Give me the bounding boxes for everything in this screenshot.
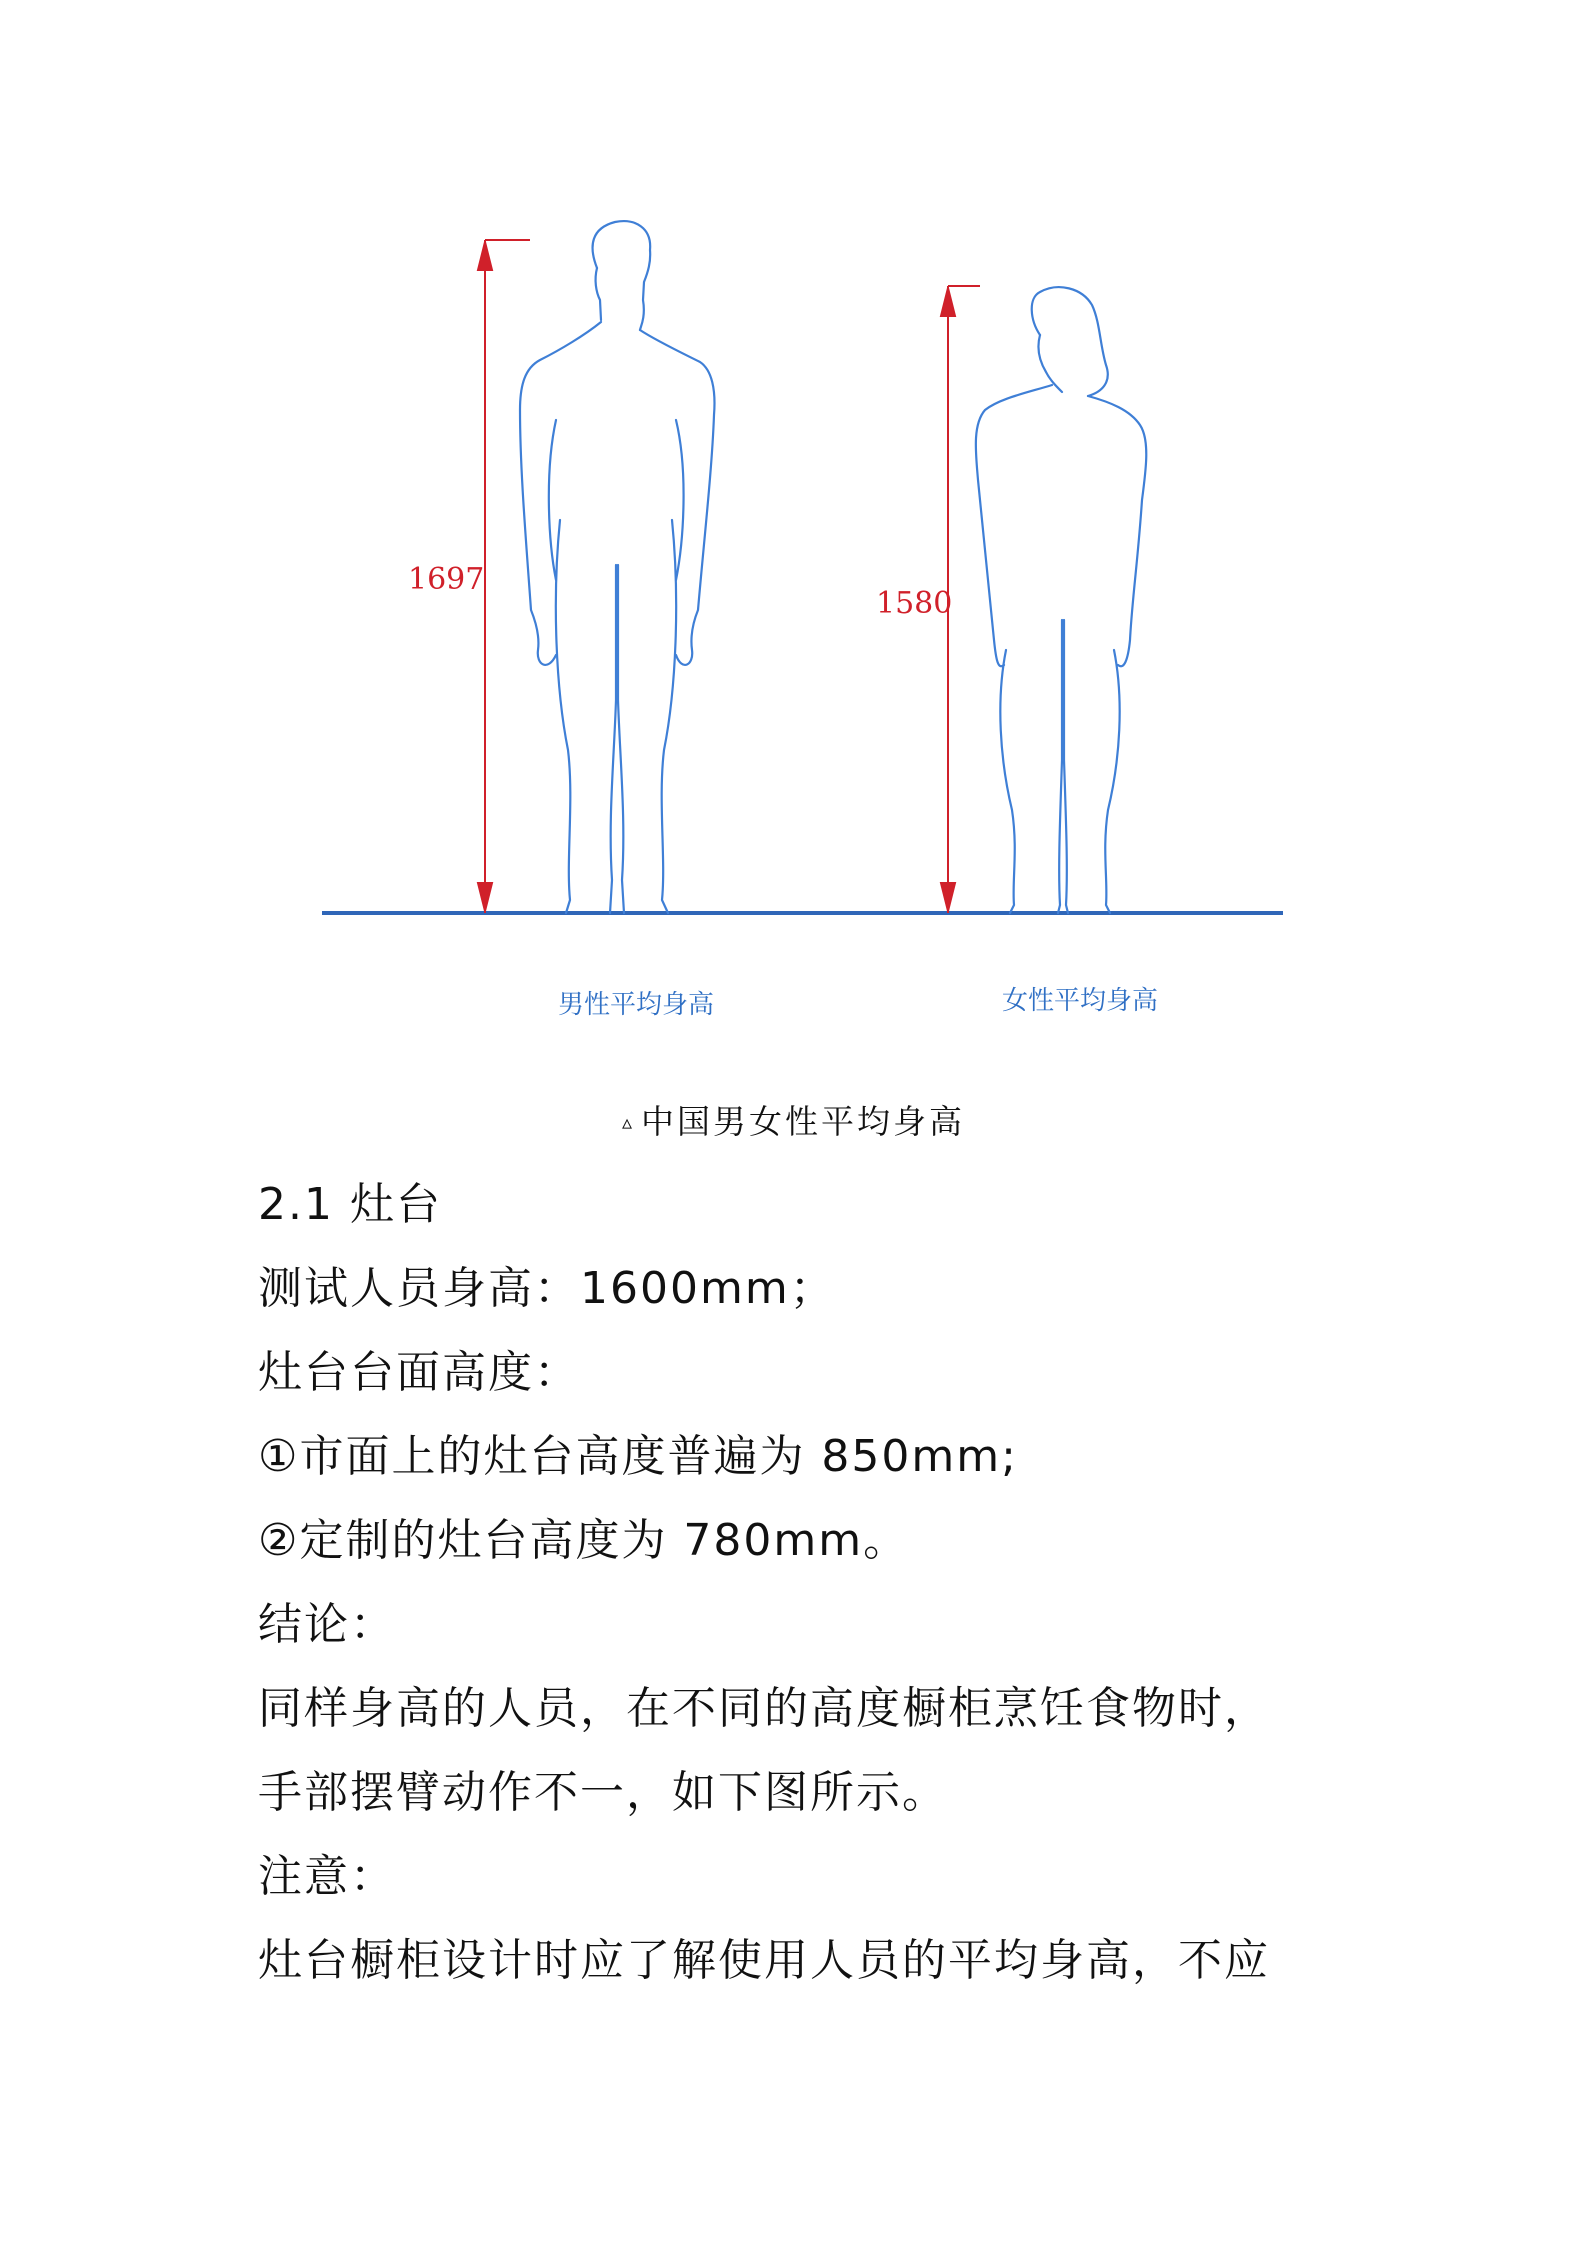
body-line: 注意：	[258, 1851, 396, 1902]
body-line: 同样身高的人员，在不同的高度橱柜烹饪食物时，	[258, 1683, 1270, 1734]
male-height-value: 1697	[408, 562, 485, 597]
body-line: ①市面上的灶台高度普遍为 850mm;	[258, 1431, 1018, 1482]
body-line: 测试人员身高：1600mm；	[258, 1263, 836, 1314]
body-line: ②定制的灶台高度为 780mm。	[258, 1515, 910, 1566]
female-label: 女性平均身高	[1002, 986, 1159, 1016]
body-line: 结论：	[258, 1599, 396, 1650]
height-comparison-figure	[0, 0, 1587, 1060]
male-figure	[520, 221, 714, 913]
male-label: 男性平均身高	[558, 990, 715, 1020]
caption-text: 中国男女性平均身高	[641, 1102, 966, 1141]
caption-marker: ▵	[621, 1110, 636, 1134]
male-dimension-line	[478, 240, 530, 913]
section-heading: 2.1 灶台	[258, 1179, 442, 1230]
figure-caption	[0, 1096, 1587, 1143]
body-line: 灶台台面高度：	[258, 1347, 580, 1398]
body-line: 手部摆臂动作不一，如下图所示。	[258, 1767, 948, 1818]
figure-drawing	[0, 0, 1587, 1060]
female-figure	[976, 287, 1146, 913]
female-height-value: 1580	[876, 586, 953, 621]
body-line: 灶台橱柜设计时应了解使用人员的平均身高，不应	[258, 1935, 1270, 1986]
